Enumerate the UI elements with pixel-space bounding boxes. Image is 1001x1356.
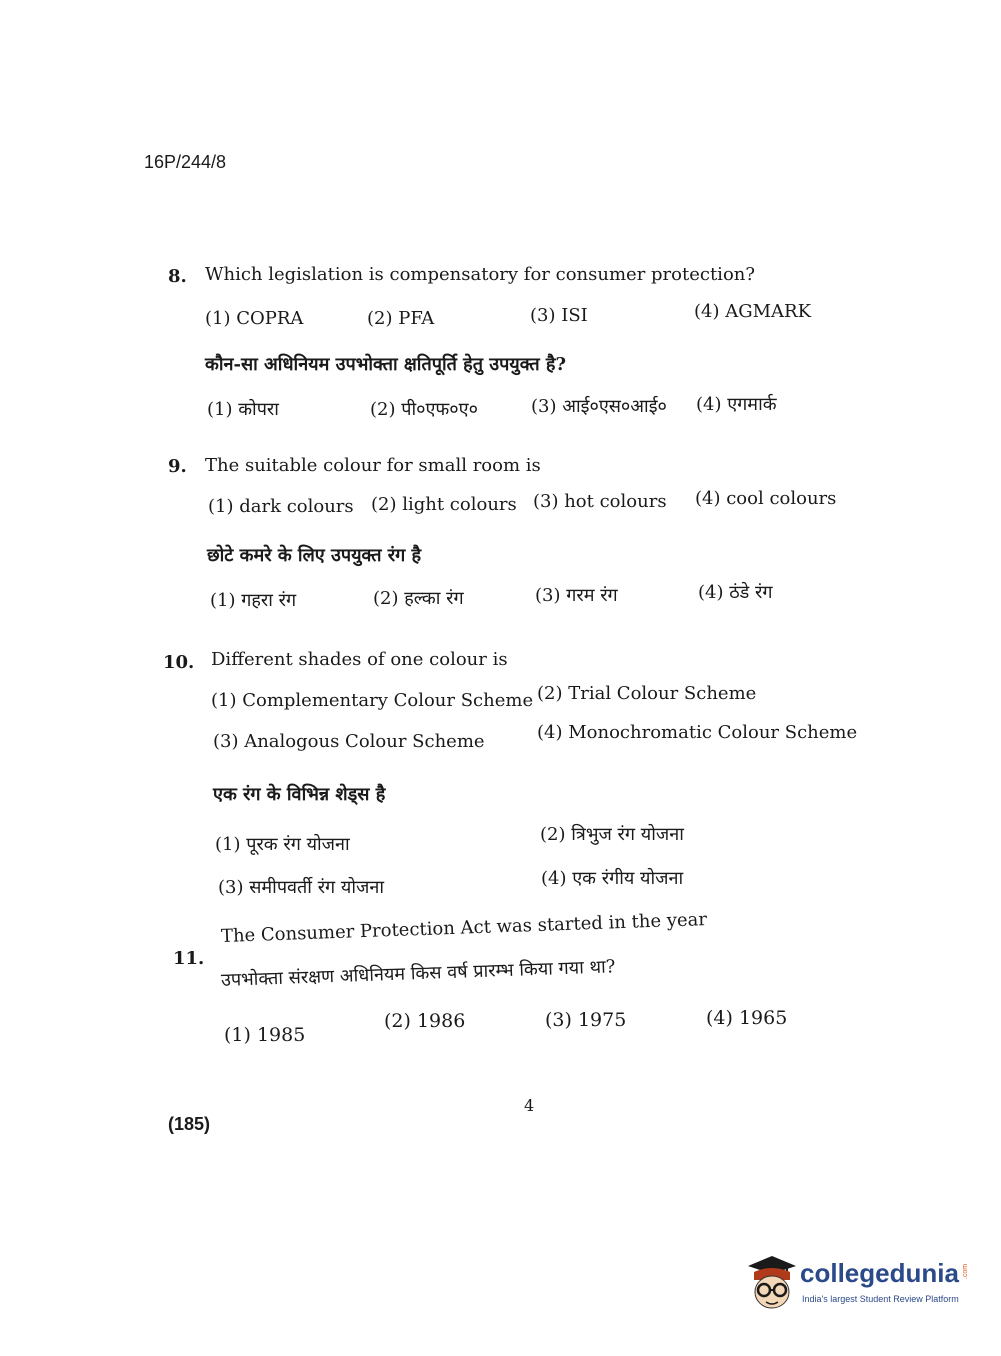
question-9-hindi-option-2: (2) हल्का रंग — [373, 588, 464, 609]
footer-code: (185) — [168, 1114, 211, 1134]
question-10-option-4: (4) Monochromatic Colour Scheme — [537, 722, 858, 743]
question-8-option-4: (4) AGMARK — [694, 301, 812, 322]
question-11-text: The Consumer Protection Act was started in the year — [220, 909, 708, 947]
question-9-number: 9. — [168, 456, 187, 477]
question-8-text: Which legislation is compensatory for consumer protection? — [205, 264, 756, 285]
question-8-hindi-option-4: (4) एगमार्क — [696, 394, 777, 415]
question-8-option-2: (2) PFA — [367, 308, 435, 329]
question-11-option-1: (1) 1985 — [224, 1024, 306, 1046]
logo-tagline: India's largest Student Review Platform — [802, 1294, 959, 1304]
question-9-hindi-text: छोटे कमरे के लिए उपयुक्त रंग है — [207, 545, 422, 566]
question-8-hindi-option-1: (1) कोपरा — [207, 399, 279, 420]
question-11-option-3: (3) 1975 — [545, 1009, 627, 1031]
question-11-hindi-text: उपभोक्ता संरक्षण अधिनियम किस वर्ष प्रारम्भ किया गया था? — [220, 956, 616, 991]
question-9-option-1: (1) dark colours — [208, 496, 354, 517]
question-8-hindi-option-3: (3) आई०एस०आई० — [531, 396, 667, 417]
question-11-option-2: (2) 1986 — [384, 1010, 466, 1032]
question-9-option-3: (3) hot colours — [533, 491, 667, 512]
question-8-number: 8. — [168, 266, 187, 287]
question-10-option-2: (2) Trial Colour Scheme — [537, 683, 757, 704]
question-10-option-1: (1) Complementary Colour Scheme — [211, 690, 534, 711]
question-9-hindi-option-3: (3) गरम रंग — [535, 585, 618, 606]
question-10-hindi-option-1: (1) पूरक रंग योजना — [215, 834, 350, 855]
question-10-hindi-option-2: (2) त्रिभुज रंग योजना — [540, 824, 684, 845]
question-10-option-3: (3) Analogous Colour Scheme — [213, 731, 485, 752]
question-10-number: 10. — [163, 652, 195, 673]
paper-code: 16P/244/8 — [144, 152, 227, 172]
question-8-hindi-option-2: (2) पी०एफ०ए० — [370, 399, 478, 420]
question-9-hindi-option-4: (4) ठंडे रंग — [698, 582, 773, 603]
question-11-option-4: (4) 1965 — [706, 1007, 788, 1029]
question-8-option-1: (1) COPRA — [205, 308, 304, 329]
mascot-icon — [742, 1250, 800, 1314]
collegedunia-logo — [742, 1250, 972, 1314]
question-10-hindi-option-4: (4) एक रंगीय योजना — [541, 868, 684, 889]
page-number: 4 — [524, 1096, 535, 1115]
question-9-option-4: (4) cool colours — [695, 488, 837, 509]
question-9-hindi-option-1: (1) गहरा रंग — [210, 590, 297, 611]
question-8-hindi-text: कौन-सा अधिनियम उपभोक्ता क्षतिपूर्ति हेतु उपयुक्त है? — [205, 354, 567, 375]
question-10-hindi-option-3: (3) समीपवर्ती रंग योजना — [218, 877, 385, 898]
question-8-option-3: (3) ISI — [530, 305, 588, 326]
question-10-hindi-text: एक रंग के विभिन्न शेड्स है — [213, 784, 386, 805]
question-9-text: The suitable colour for small room is — [205, 455, 541, 476]
question-9-option-2: (2) light colours — [371, 494, 517, 515]
logo-com-text: .com — [962, 1263, 970, 1280]
logo-brand-text: collegedunia — [800, 1258, 959, 1288]
question-11-number: 11. — [173, 948, 205, 969]
question-10-text: Different shades of one colour is — [211, 649, 508, 670]
